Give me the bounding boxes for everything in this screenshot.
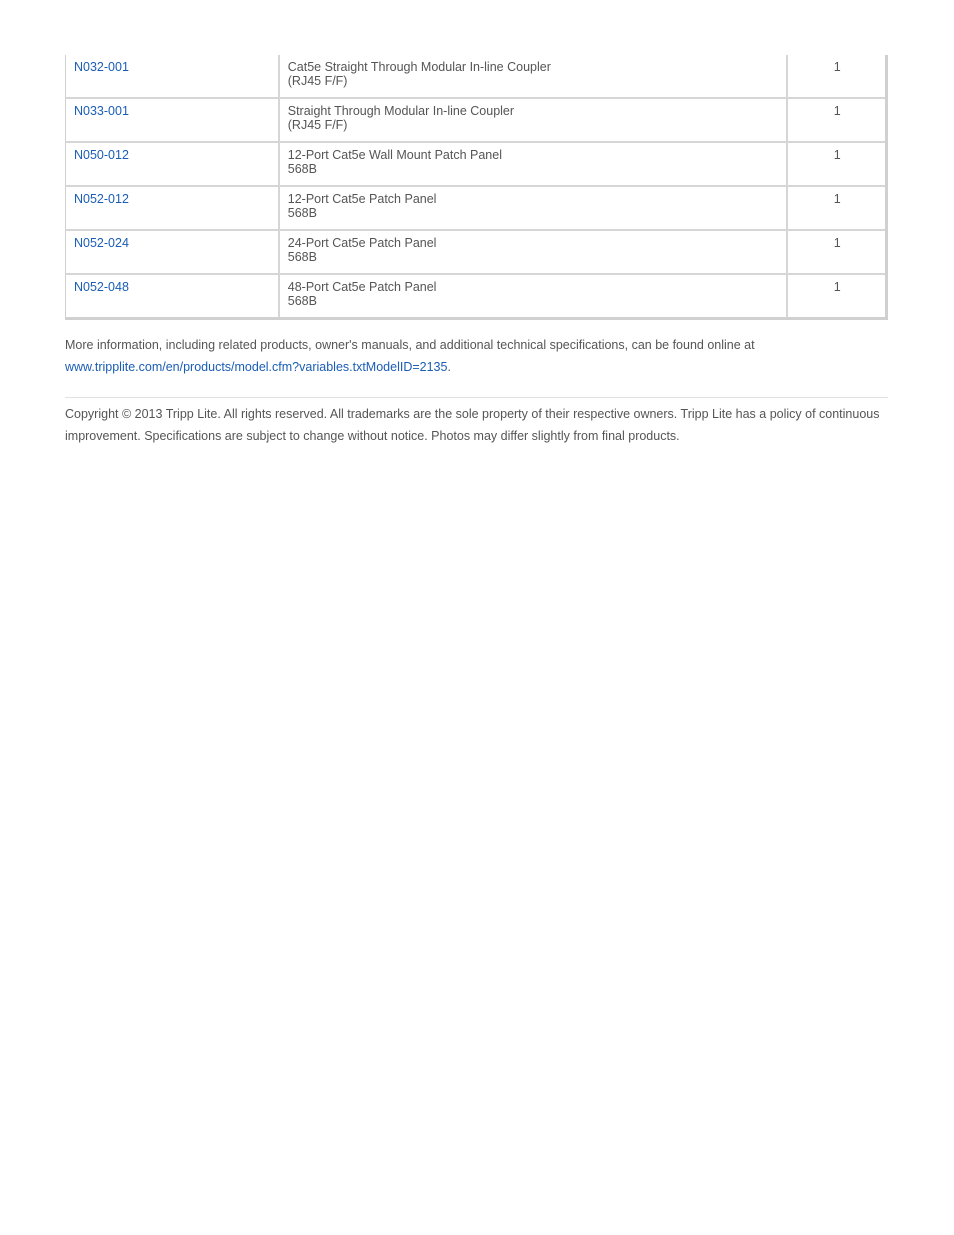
sku-link[interactable]: N052-048 [74, 280, 129, 294]
quantity-cell: 1 [787, 55, 886, 98]
parts-table [65, 55, 888, 320]
sku-cell [66, 55, 279, 98]
description-subline: 568B [287, 206, 317, 220]
more-info-text: More information, including related products, owner's manuals, and additional technical specifications, can be found online at [65, 338, 755, 352]
description-subline: 568B [287, 162, 317, 176]
table-row [66, 98, 887, 142]
divider [65, 397, 888, 398]
sku-link[interactable]: N032-001 [74, 60, 129, 74]
quantity-cell: 1 [787, 186, 886, 230]
description-subline: (RJ45 F/F) [287, 118, 348, 132]
description-line: 12-Port Cat5e Wall Mount Patch Panel [287, 148, 502, 162]
table-row [66, 230, 887, 274]
description-cell [279, 186, 788, 230]
sku-link[interactable]: N050-012 [74, 148, 129, 162]
sku-cell [66, 98, 279, 142]
description-subline: 568B [287, 294, 317, 308]
quantity-cell: 1 [787, 98, 886, 142]
sku-link[interactable]: N052-012 [74, 192, 129, 206]
document-page [65, 55, 888, 447]
description-cell [279, 274, 788, 319]
sku-link[interactable]: N033-001 [74, 104, 129, 118]
quantity-cell: 1 [833, 280, 841, 294]
description-cell [279, 98, 788, 142]
description-cell [279, 55, 788, 98]
description-subline: (RJ45 F/F) [287, 74, 348, 88]
description-line: 48-Port Cat5e Patch Panel [287, 280, 437, 294]
sku-cell [66, 142, 279, 186]
sku-cell [66, 230, 279, 274]
description-cell [279, 142, 788, 186]
description-line: 24-Port Cat5e Patch Panel [287, 236, 437, 250]
description-line: 12-Port Cat5e Patch Panel [287, 192, 437, 206]
quantity-cell: 1 [787, 230, 886, 274]
table-row [66, 142, 887, 186]
description-subline: 568B [287, 250, 317, 264]
description-line: Cat5e Straight Through Modular In-line Coupler [287, 60, 551, 74]
sku-cell [66, 274, 279, 319]
table-row [66, 186, 887, 230]
more-info-paragraph [65, 334, 888, 378]
product-page-link[interactable]: www.tripplite.com/en/products/model.cfm?variables.txtModelID=2135 [65, 360, 448, 374]
sku-cell [66, 186, 279, 230]
more-info-suffix: . [447, 360, 451, 374]
description-line: Straight Through Modular In-line Coupler [287, 104, 515, 118]
table-row [66, 274, 887, 319]
table-row [66, 55, 887, 98]
sku-link[interactable]: N052-024 [74, 236, 129, 250]
copyright-notice: Copyright © 2013 Tripp Lite. All rights reserved. All trademarks are the sole property of their respective owners. Tripp Lite has a policy of continuous improvement. Specifications are subject to change without notice. Photos may differ slightly from final products. [65, 407, 880, 443]
description-cell [279, 230, 788, 274]
quantity-cell: 1 [787, 142, 886, 186]
